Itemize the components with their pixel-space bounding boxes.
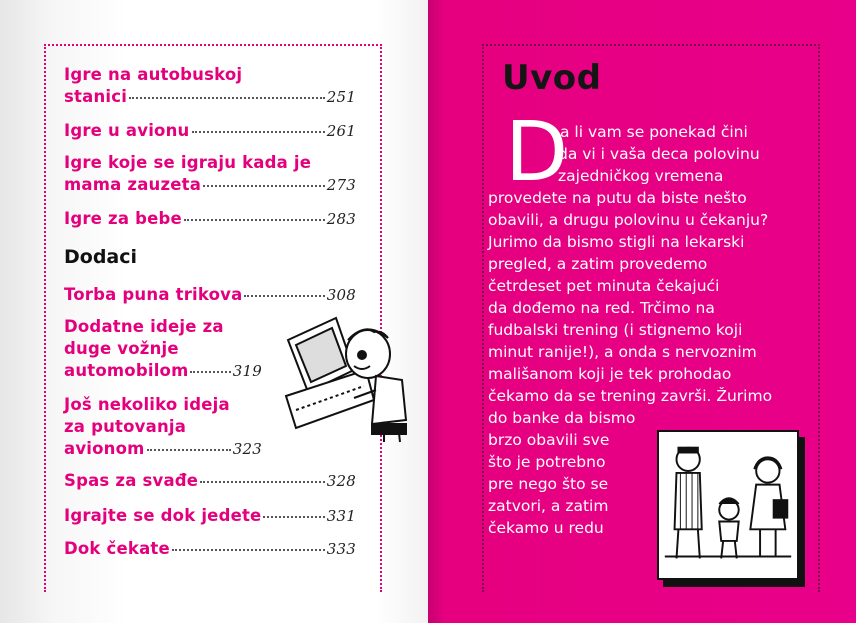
body-text-line: a li vam se ponekad čini [560,123,748,141]
drop-cap: D [505,105,569,200]
toc-page-number: 261 [326,122,356,140]
body-text-line: pregled, a zatim provedemo [488,255,708,273]
body-text-line: čekamo da se trening završi. Žurimo [488,387,773,405]
toc-entry-line: za putovanja [64,417,187,436]
boy-at-computer-illustration [276,300,416,450]
toc-entry-title: Torba puna trikova [64,285,243,304]
body-text-line: do banke da bismo [488,409,636,427]
leader-dots [192,117,325,133]
body-text-line: zajedničkog vremena [558,167,724,185]
leader-dots [147,435,231,451]
toc-entry-title: stanici [64,87,128,106]
toc-page-number: 319 [232,362,262,380]
leader-dots [263,502,324,518]
body-text-line: brzo obavili sve [488,431,610,449]
body-text-line: pre nego što se [488,475,609,493]
toc-page-number: 251 [326,88,356,106]
toc-entry-title: mama zauzeta [64,175,202,194]
leader-dots [203,171,325,187]
toc-page-number: 308 [326,286,356,304]
toc-entry-line: Još nekoliko ideja [64,395,230,414]
toc-page-number: 333 [326,540,356,558]
family-waiting-illustration [657,430,799,580]
body-text-line: da vi i vaša deca polovinu [558,145,760,163]
body-text-line: fudbalski trening (i stignemo koji [488,321,743,339]
body-text-line: da dođemo na red. Trčimo na [488,299,715,317]
leader-dots [129,83,325,99]
toc-page-number: 323 [232,440,262,458]
section-heading-dodaci: Dodaci [64,246,138,268]
body-text-line: četrdeset pet minuta čekajući [488,277,720,295]
toc-entry-title: Igre za bebe [64,209,182,228]
toc-entry-jedete[interactable] [64,505,356,527]
toc-entry-svadje[interactable] [64,470,356,492]
toc-entry-title: automobilom [64,361,189,380]
toc-entry-bebe[interactable] [64,208,356,230]
toc-page-number: 331 [326,507,356,525]
leader-dots [200,467,325,483]
toc-entry-title: Dok čekate [64,539,170,558]
toc-page-number: 328 [326,472,356,490]
body-text-line: obavili, a drugu polovinu u čekanju? [488,211,769,229]
body-text-line: zatvori, a zatim [488,497,609,515]
toc-frame-top-border [44,44,382,46]
body-text-line: čekamo u redu [488,519,604,537]
toc-entry-mama-zauzeta[interactable] [64,152,356,196]
leader-dots [184,205,325,221]
chapter-title: Uvod [502,58,602,98]
toc-entry-title: avionom [64,439,145,458]
toc-entry-line: Igre na autobuskoj [64,65,243,84]
toc-entry-avionom[interactable] [64,394,262,460]
body-text-line: mališanom koji je tek prohodao [488,365,732,383]
toc-entry-line: Dodatne ideje za [64,317,224,336]
toc-entry-autobuskoj[interactable] [64,64,356,108]
leader-dots [172,535,325,551]
toc-entry-automobilom[interactable] [64,316,262,382]
toc-entry-title: Igre u avionu [64,121,190,140]
toc-page-number: 283 [326,210,356,228]
body-text-line: što je potrebno [488,453,606,471]
leader-dots [244,281,324,297]
body-text-line: provedete na putu da biste nešto [488,189,747,207]
leader-dots [190,357,230,373]
toc-entry-line: Igre koje se igraju kada je [64,153,312,172]
body-text-line: minut ranije!), a onda s nervoznim [488,343,757,361]
toc-entry-line: duge vožnje [64,339,179,358]
right-frame-top-border [482,44,820,46]
toc-page-number: 273 [326,176,356,194]
toc-entry-title: Spas za svađe [64,471,199,490]
toc-entry-cekate[interactable] [64,538,356,560]
toc-entry-title: Igrajte se dok jedete [64,506,262,525]
toc-entry-avionu[interactable] [64,120,356,142]
body-text-line: Jurimo da bismo stigli na lekarski [488,233,745,251]
